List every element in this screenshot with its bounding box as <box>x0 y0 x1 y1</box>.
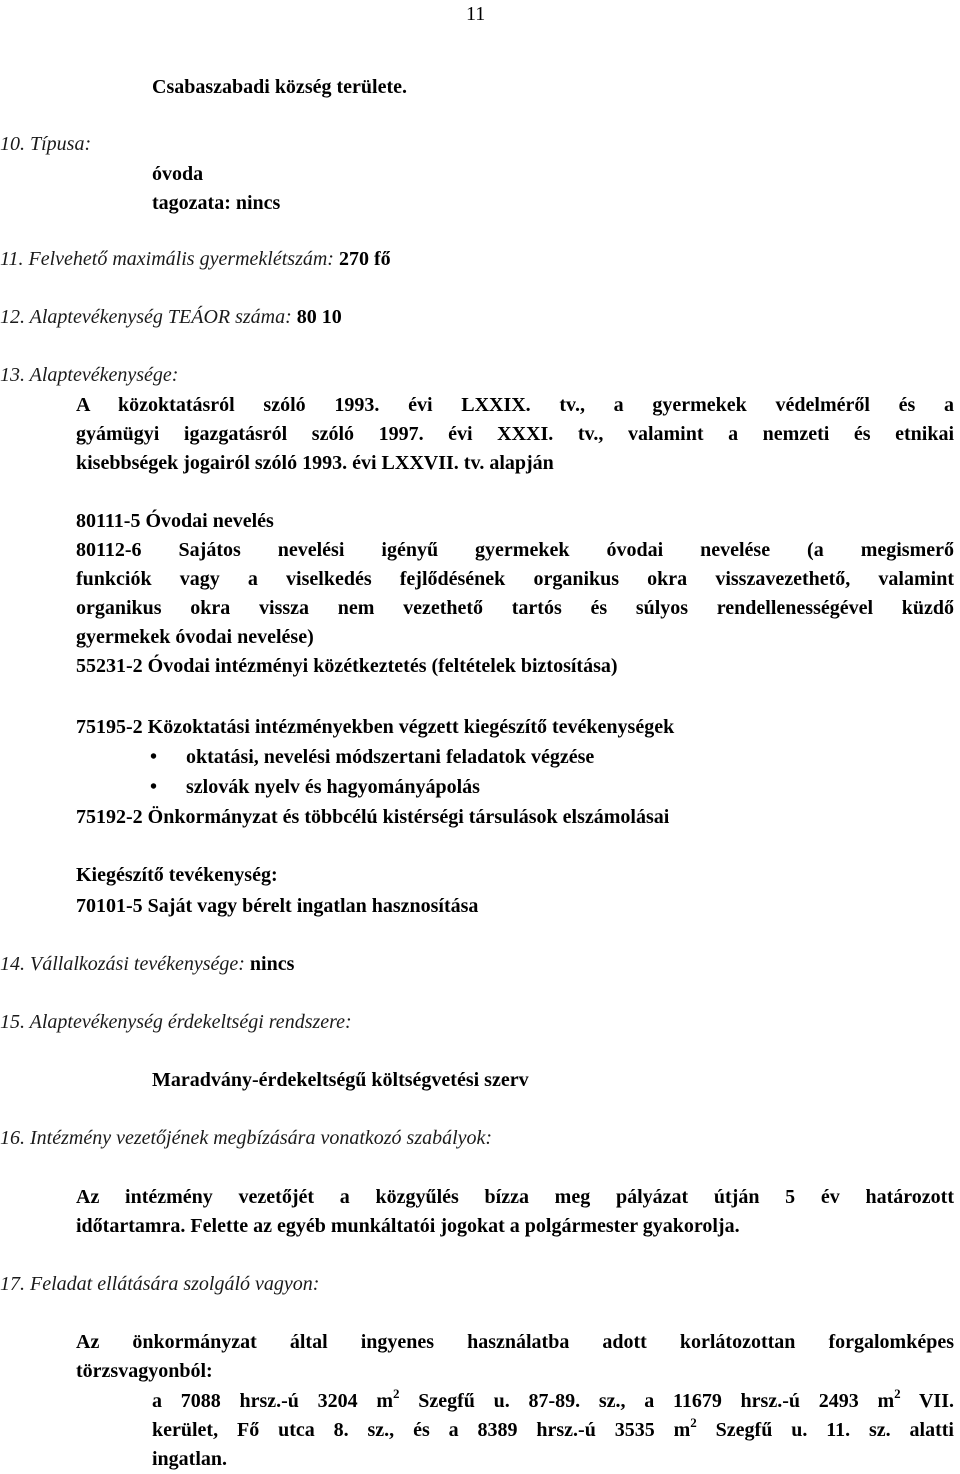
section-13-label: 13. Alaptevékenysége: <box>0 364 179 386</box>
interest-system-value: Maradvány-érdekeltségű költségvetési szerv <box>152 1069 529 1091</box>
section-16-label: 16. Intézmény vezetőjének megbízására vonatkozó szabályok: <box>0 1127 493 1149</box>
business-activity-value: nincs <box>249 953 295 975</box>
property-line: ingatlan. <box>152 1448 228 1470</box>
rules-line: időtartamra. Felette az egyéb munkáltatói jogokat a polgármester gyakorolja. <box>76 1215 740 1237</box>
property-text: VII. <box>900 1390 954 1412</box>
supplementary-value: 70101-5 Saját vagy bérelt ingatlan hasznosítása <box>76 895 479 917</box>
section-12 <box>0 303 342 332</box>
intro-line: Csabaszabadi község területe. <box>152 76 407 98</box>
teaor-value: 80 10 <box>296 306 342 328</box>
law-line: A közoktatásról szóló 1993. évi LXXIX. tv., a gyermekek védelméről és a <box>76 394 954 416</box>
section-11 <box>0 245 391 274</box>
page-number: 11 <box>466 3 486 25</box>
property-text: kerület, Fő utca 8. sz., és a 8389 hrsz.-ú 3535 m <box>152 1419 691 1441</box>
tagozata: tagozata: nincs <box>152 192 281 214</box>
law-line: kisebbségek jogairól szóló 1993. évi LXXVII. tv. alapján <box>76 452 554 474</box>
bullet-icon: • <box>150 746 158 768</box>
rules-line: Az intézmény vezetőjét a közgyűlés bízza meg pályázat útján 5 év határozott <box>76 1186 954 1208</box>
activity-75192: 75192-2 Önkormányzat és többcélú kistérségi társulások elszámolásai <box>76 806 670 828</box>
section-17-label: 17. Feladat ellátására szolgáló vagyon: <box>0 1273 320 1295</box>
activity-line: gyermekek óvodai nevelése) <box>76 626 314 648</box>
section-15-label: 15. Alaptevékenység érdekeltségi rendszere: <box>0 1011 352 1033</box>
assets-line: Az önkormányzat által ingyenes használatba adott korlátozottan forgalomképes <box>76 1331 954 1353</box>
property-line <box>152 1387 954 1416</box>
activity-line: organikus okra vissza nem vezethető tartós és súlyos rendellenességével küzdő <box>76 597 954 619</box>
law-line: gyámügyi igazgatásról szóló 1997. évi XXXI. tv., valamint a nemzeti és etnikai <box>76 423 954 445</box>
bullet-icon: • <box>150 776 158 798</box>
assets-line: törzsvagyonból: <box>76 1360 213 1382</box>
section-12-label: 12. Alaptevékenység TEÁOR száma: <box>0 306 292 328</box>
property-text: Szegfű u. 87-89. sz., a 11679 hrsz.-ú 2493 m <box>399 1390 895 1412</box>
section-14 <box>0 950 294 979</box>
bullet-text: oktatási, nevelési módszertani feladatok végzése <box>186 746 595 768</box>
activity-55231: 55231-2 Óvodai intézményi közétkeztetés (feltételek biztosítása) <box>76 655 618 677</box>
property-text: Szegfű u. 11. sz. alatti <box>696 1419 954 1441</box>
property-paragraph <box>152 1387 954 1474</box>
leader-rules-paragraph <box>76 1183 954 1241</box>
max-children-value: 270 fő <box>338 248 391 270</box>
bullet-text: szlovák nyelv és hagyományápolás <box>186 776 480 798</box>
activity-line: 80112-6 Sajátos nevelési igényű gyermekek óvodai nevelése (a megismerő <box>76 539 954 561</box>
property-line <box>152 1416 954 1445</box>
activity-80111: 80111-5 Óvodai nevelés <box>76 510 274 532</box>
section-10-label: 10. Típusa: <box>0 133 92 155</box>
activity-75195: 75195-2 Közoktatási intézményekben végzett kiegészítő tevékenységek <box>76 716 675 738</box>
activity-80112-paragraph <box>76 536 954 652</box>
activity-line: funkciók vagy a viselkedés fejlődésének organikus okra visszavezethető, valamint <box>76 568 954 590</box>
section-11-label: 11. Felvehető maximális gyermeklétszám: <box>0 248 334 270</box>
law-basis-paragraph <box>76 391 954 478</box>
section-14-label: 14. Vállalkozási tevékenysége: <box>0 953 245 975</box>
institution-type: óvoda <box>152 163 204 185</box>
property-text: a 7088 hrsz.-ú 3204 m <box>152 1390 393 1412</box>
superscript: 2 <box>690 1415 697 1430</box>
assets-paragraph <box>76 1328 954 1386</box>
superscript: 2 <box>393 1386 400 1401</box>
supplementary-label: Kiegészítő tevékenység: <box>76 864 278 886</box>
superscript: 2 <box>894 1386 901 1401</box>
